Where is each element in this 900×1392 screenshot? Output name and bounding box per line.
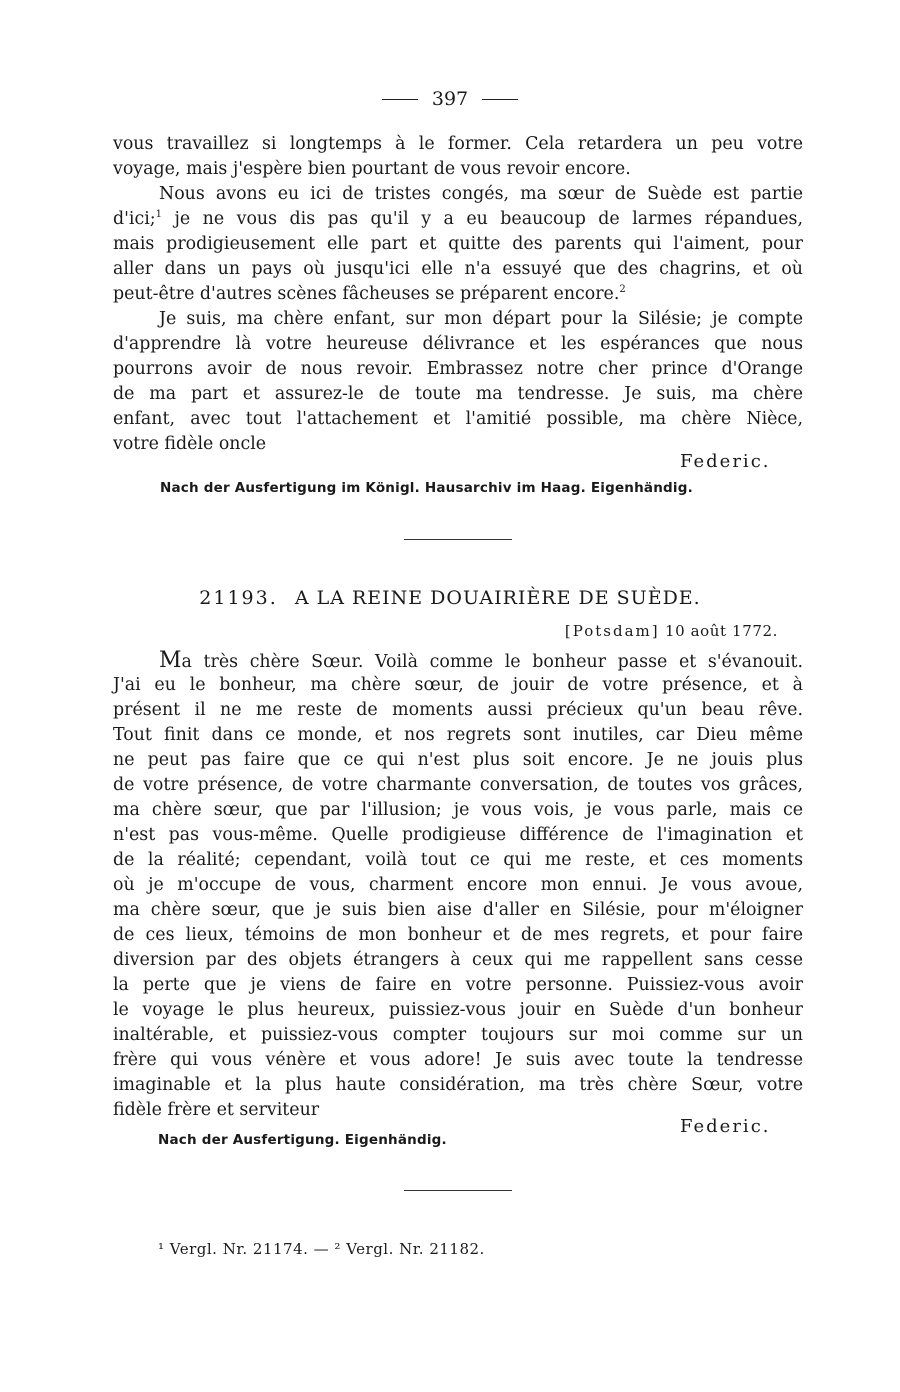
text-line: la perte que je viens de faire en votre personne. Puissiez-vous avoir	[113, 975, 803, 995]
text-line: de la réalité; cependant, voilà tout ce qui me reste, et ces moments	[113, 850, 803, 870]
text-line: de ma part et assurez-le de toute ma tendresse. Je suis, ma chère	[113, 384, 803, 404]
text-fragment: je ne vous dis pas qu'il y a eu beaucoup de larmes répandues,	[174, 209, 803, 229]
letter-number: 21193.	[199, 587, 278, 609]
text-line: enfant, avec tout l'attachement et l'amitié possible, ma chère Nièce,	[113, 409, 803, 429]
signature: Federic.	[680, 451, 771, 472]
text-line: frère qui vous vénère et vous adore! Je suis avec toute la tendresse	[113, 1050, 803, 1070]
text-fragment: d'ici;	[113, 209, 156, 229]
header-dash-right	[482, 99, 518, 100]
text-line-first	[113, 648, 803, 673]
text-line: votre fidèle oncle	[113, 434, 267, 454]
text-line-with-note	[113, 207, 803, 232]
text-line: fidèle frère et serviteur	[113, 1100, 320, 1120]
page-number: 397	[431, 88, 469, 110]
dateline-date: 10 août 1772.	[664, 622, 778, 640]
text-line: mais prodigieusement elle part et quitte des parents qui l'aiment, pour	[113, 234, 803, 254]
text-line: présent il ne me reste de moments aussi précieux qu'un beau rêve.	[113, 700, 803, 720]
text-line: ma chère sœur, que je suis bien aise d'aller en Silésie, pour m'éloigner	[113, 900, 803, 920]
footnote-mark: 1	[155, 209, 163, 221]
text-line: imaginable et la plus haute considération, ma très chère Sœur, votre	[113, 1075, 803, 1095]
page-header	[0, 88, 900, 110]
text-line: J'ai eu le bonheur, ma chère sœur, de jouir de votre présence, et à	[113, 675, 803, 695]
text-line: aller dans un pays où jusqu'ici elle n'a essuyé que des chagrins, et où	[113, 259, 803, 279]
dateline-place: [Potsdam]	[564, 622, 660, 640]
text-line: d'apprendre là votre heureuse délivrance et les espérances que nous	[113, 334, 803, 354]
text-line: n'est pas vous-même. Quelle prodigieuse différence de l'imagination et	[113, 825, 803, 845]
letter1-body	[113, 132, 803, 457]
text-line: Tout finit dans ce monde, et nos regrets sont inutiles, car Dieu même	[113, 725, 803, 745]
initial-letter: M	[159, 648, 182, 673]
section-divider	[404, 1190, 512, 1191]
text-fragment: a très chère Sœur. Voilà comme le bonheur passe et s'évanouit.	[181, 652, 803, 672]
text-fragment: peut-être d'autres scènes fâcheuses se préparent encore.	[113, 284, 620, 304]
header-dash-left	[382, 99, 418, 100]
dateline	[565, 622, 778, 640]
footnote-mark: 2	[619, 284, 626, 296]
footnotes: ¹ Vergl. Nr. 21174. — ² Vergl. Nr. 21182.	[158, 1240, 485, 1258]
text-line: ne peut pas faire que ce qui n'est plus soit encore. Je ne jouis plus	[113, 750, 803, 770]
text-line: Nous avons eu ici de tristes congés, ma sœur de Suède est partie	[159, 184, 803, 204]
text-line: où je m'occupe de vous, charment encore mon ennui. Je vous avoue,	[113, 875, 803, 895]
text-line: le voyage le plus heureux, puissiez-vous jouir en Suède d'un bonheur	[113, 1000, 803, 1020]
letter2-body	[113, 648, 803, 1123]
text-line: Je suis, ma chère enfant, sur mon départ pour la Silésie; je compte	[159, 309, 803, 329]
text-line: voyage, mais j'espère bien pourtant de vous revoir encore.	[113, 159, 631, 179]
text-line-with-note	[113, 282, 803, 307]
text-line: pourrons avoir de nous revoir. Embrassez notre cher prince d'Orange	[113, 359, 803, 379]
text-line: ma chère sœur, que par l'illusion; je vous vois, je vous parle, mais ce	[113, 800, 803, 820]
text-line: inaltérable, et puissiez-vous compter toujours sur moi comme sur un	[113, 1025, 803, 1045]
text-line: de ces lieux, témoins de mon bonheur et de mes regrets, et pour faire	[113, 925, 803, 945]
letter-title: A LA REINE DOUAIRIÈRE DE SUÈDE.	[294, 587, 701, 609]
section-divider	[404, 539, 512, 540]
signature: Federic.	[680, 1116, 771, 1137]
text-line: vous travaillez si longtemps à le former. Cela retardera un peu votre	[113, 134, 803, 154]
letter-heading	[0, 587, 900, 609]
text-line: de votre présence, de votre charmante conversation, de toutes vos grâces,	[113, 775, 803, 795]
text-line: diversion par des objets étrangers à ceux qui me rappellent sans cesse	[113, 950, 803, 970]
source-note: Nach der Ausfertigung im Königl. Hausarchiv im Haag. Eigenhändig.	[160, 480, 693, 496]
source-note: Nach der Ausfertigung. Eigenhändig.	[158, 1132, 447, 1148]
